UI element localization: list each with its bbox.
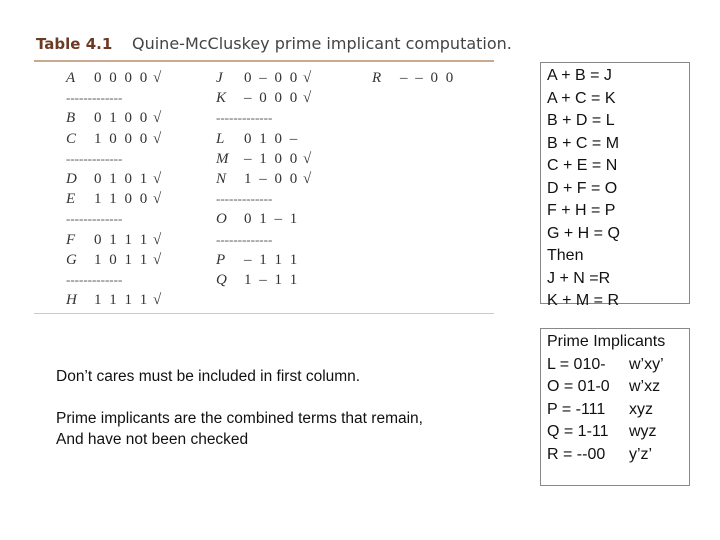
table-bottom-rule	[34, 313, 494, 314]
prime-implicant-binary: Q = 1-11	[547, 423, 609, 440]
term-row	[66, 230, 161, 250]
combinations-box	[540, 62, 690, 309]
term-bits: 0 1 0 0	[94, 110, 150, 127]
term-bits: 0 1 – 1	[244, 211, 300, 228]
prime-implicant-row	[547, 376, 689, 399]
term-row	[216, 88, 311, 108]
term-bits: 1 – 1 1	[244, 272, 300, 288]
prime-implicants-box	[540, 328, 690, 486]
term-bits: 0 1 0 –	[244, 130, 300, 147]
term-bits: 0 1 0 1	[94, 171, 150, 187]
term-name: P	[216, 251, 226, 268]
prime-implicant-binary: P = -111	[547, 400, 606, 418]
term-bits: 1 1 1 1	[94, 292, 150, 309]
combination-line: G + H = Q	[547, 224, 620, 242]
group-separator: -------------	[216, 231, 273, 247]
term-row	[66, 189, 161, 209]
term-row	[216, 68, 311, 88]
group-separator: -------------	[66, 150, 123, 166]
checkmark-icon: √	[299, 70, 312, 86]
term-bits: 0 – 0 0	[244, 70, 300, 86]
term-bits: 1 0 0 0	[94, 130, 150, 147]
note-prime-implicants: Prime implicants are the combined terms that remain,	[56, 410, 423, 427]
prime-implicant-expression: y’z’	[629, 445, 653, 463]
note-not-checked: And have not been checked	[56, 431, 249, 448]
prime-implicants-heading: Prime Implicants	[547, 333, 666, 350]
term-name: B	[66, 110, 76, 127]
term-name: D	[66, 171, 77, 187]
group-separator: -------------	[66, 211, 123, 227]
term-row	[216, 209, 299, 229]
prime-implicant-expression: w’xy’	[629, 355, 664, 373]
prime-implicant-expression: wyz	[629, 423, 657, 440]
term-row	[66, 68, 161, 88]
checkmark-icon: √	[149, 191, 162, 208]
note-dont-cares: Don’t cares must be included in first column.	[56, 368, 361, 385]
checkmark-icon: √	[149, 251, 162, 268]
combination-line: K + M = R	[547, 292, 620, 309]
term-name: J	[216, 70, 223, 86]
group-separator: -------------	[216, 110, 273, 126]
prime-implicant-row	[547, 399, 689, 422]
combination-line: Then	[547, 247, 584, 264]
term-name: O	[216, 211, 227, 228]
term-row	[66, 169, 161, 189]
combination-line: A + B = J	[547, 67, 612, 84]
group-separator: -------------	[216, 191, 273, 207]
term-name: K	[216, 90, 227, 107]
term-name: N	[216, 171, 227, 187]
term-bits: – – 0 0	[400, 70, 456, 86]
term-bits: – 1 0 0	[244, 150, 300, 167]
term-name: Q	[216, 272, 227, 288]
term-bits: 1 1 0 0	[94, 191, 150, 208]
checkmark-icon: √	[299, 171, 312, 187]
term-row	[372, 68, 455, 88]
term-row	[66, 290, 161, 310]
term-bits: 1 0 1 1	[94, 251, 150, 268]
term-name: E	[66, 191, 76, 208]
term-name: R	[372, 70, 382, 86]
table-caption: Quine-McCluskey prime implicant computation.	[132, 34, 512, 53]
checkmark-icon: √	[299, 90, 312, 107]
checkmark-icon: √	[149, 171, 162, 187]
prime-implicant-expression: xyz	[629, 400, 653, 418]
term-name: F	[66, 231, 76, 248]
term-bits: 1 – 0 0	[244, 171, 300, 187]
term-row	[216, 270, 299, 290]
checkmark-icon: √	[299, 150, 312, 167]
term-row	[216, 169, 311, 189]
term-bits: 0 1 1 1	[94, 231, 150, 248]
checkmark-icon: √	[149, 70, 162, 86]
checkmark-icon: √	[149, 110, 162, 127]
checkmark-icon: √	[149, 231, 162, 248]
prime-implicant-binary: R = --00	[547, 445, 606, 463]
term-name: H	[66, 292, 77, 309]
term-name: G	[66, 251, 77, 268]
prime-implicant-binary: L = 010-	[547, 355, 606, 373]
group-separator: -------------	[66, 90, 123, 106]
table-label: Table 4.1	[36, 35, 113, 53]
group-separator: -------------	[66, 272, 123, 287]
prime-implicant-expression: w’xz	[629, 378, 661, 395]
combination-line: D + F = O	[547, 179, 618, 197]
table-top-rule	[34, 60, 494, 62]
term-row	[216, 149, 311, 169]
prime-implicant-binary: O = 01-0	[547, 378, 610, 395]
prime-implicant-row	[547, 354, 689, 377]
combination-line: J + N =R	[547, 269, 611, 287]
term-bits: – 1 1 1	[244, 251, 300, 268]
prime-implicant-row	[547, 444, 689, 467]
combination-line: C + E = N	[547, 157, 618, 174]
term-row	[66, 108, 161, 128]
combination-line: F + H = P	[547, 202, 616, 219]
term-bits: – 0 0 0	[244, 90, 300, 107]
combination-line: B + C = M	[547, 134, 620, 152]
prime-implicant-row	[547, 421, 689, 444]
term-name: L	[216, 130, 225, 147]
term-row	[66, 129, 161, 149]
term-name: M	[216, 150, 229, 167]
combination-line: B + D = L	[547, 112, 615, 129]
term-row	[216, 250, 299, 270]
term-name: C	[66, 130, 77, 147]
term-row	[216, 129, 299, 149]
term-row	[66, 250, 161, 270]
checkmark-icon: √	[149, 130, 162, 147]
term-bits: 0 0 0 0	[94, 70, 150, 86]
term-name: A	[66, 70, 76, 86]
checkmark-icon: √	[149, 292, 162, 309]
combination-line: A + C = K	[547, 89, 616, 107]
